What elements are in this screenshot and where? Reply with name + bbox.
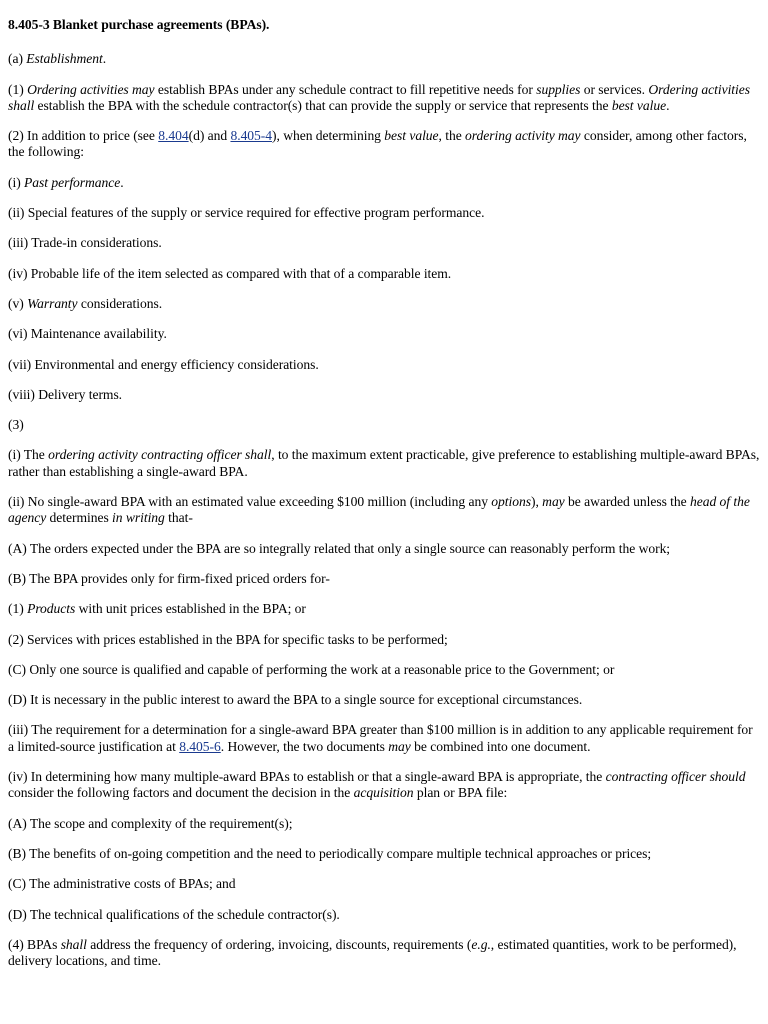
paragraph-text: be combined into one document. xyxy=(410,738,591,754)
paragraph-text: (viii) Delivery terms. xyxy=(8,386,123,402)
defined-term: Products xyxy=(27,601,76,617)
paragraph-text: considerations. xyxy=(77,295,163,311)
paragraph-text: (2) In addition to price (see xyxy=(8,128,159,144)
paragraph xyxy=(8,692,760,708)
paragraph xyxy=(8,296,760,312)
defined-term: may xyxy=(388,738,411,754)
paragraph-text: (2) Services with prices established in the BPA for specific tasks to be performed; xyxy=(8,631,448,647)
paragraph-text: (ii) No single-award BPA with an estimated value exceeding $100 million (including any xyxy=(8,494,492,510)
defined-term: Ordering activities may xyxy=(27,81,155,97)
paragraph xyxy=(8,632,760,648)
paragraph-text: (C) Only one source is qualified and capable of performing the work at a reasonable price to the Government; or xyxy=(8,661,615,677)
defined-term: Establishment xyxy=(26,51,103,67)
paragraph xyxy=(8,846,760,862)
paragraph xyxy=(8,571,760,587)
paragraph-text: , the xyxy=(438,128,466,144)
paragraph-text: (3) xyxy=(8,417,24,433)
defined-term: may xyxy=(542,494,565,510)
paragraph-text: . xyxy=(666,97,670,113)
paragraph-text: (D) It is necessary in the public interest to award the BPA to a single source for exceptional circumstances. xyxy=(8,692,583,708)
paragraph-text: , to the maximum extent practicable, give preference to establishing multiple-award BPAs, rather than establishing a single-award BPA. xyxy=(8,447,760,479)
paragraph xyxy=(8,266,760,282)
defined-term: supplies xyxy=(536,81,581,97)
paragraph-text: (d) and xyxy=(188,128,231,144)
paragraph xyxy=(8,205,760,221)
paragraph-text: be awarded unless the xyxy=(564,494,690,510)
paragraph xyxy=(8,494,760,527)
section-title: 8.405-3 Blanket purchase agreements (BPAs). xyxy=(8,17,270,32)
paragraph-text: (1) xyxy=(8,81,28,97)
paragraph-text: (iii) The requirement for a determination for a single-award BPA greater than $100 million is in addition to any applicable requirement for a limited-source justification at xyxy=(8,722,753,754)
document-body xyxy=(8,51,760,969)
paragraph xyxy=(8,601,760,617)
paragraph-text: (D) The technical qualifications of the schedule contractor(s). xyxy=(8,906,340,922)
paragraph-text: (iv) In determining how many multiple-award BPAs to establish or that a single-award BPA is appropriate, the xyxy=(8,769,606,785)
paragraph-text: (iii) Trade-in considerations. xyxy=(8,235,162,251)
paragraph-text: (i) The xyxy=(8,447,49,463)
paragraph-text: (1) xyxy=(8,601,28,617)
defined-term: e.g. xyxy=(471,936,491,952)
paragraph xyxy=(8,235,760,251)
paragraph-text: establish BPAs under any schedule contract to fill repetitive needs for xyxy=(154,81,537,97)
paragraph-text: ), when determining xyxy=(272,128,385,144)
paragraph-text: or services. xyxy=(580,81,649,97)
defined-term: contracting officer should xyxy=(605,769,746,785)
defined-term: Warranty xyxy=(27,295,78,311)
paragraph-text: determines xyxy=(46,510,113,526)
paragraph-text: (C) The administrative costs of BPAs; and xyxy=(8,876,236,892)
paragraph-text: consider, among other factors, the following: xyxy=(8,128,747,160)
paragraph xyxy=(8,907,760,923)
paragraph-text: (vii) Environmental and energy efficiency considerations. xyxy=(8,356,319,372)
paragraph-text: address the frequency of ordering, invoicing, discounts, requirements ( xyxy=(86,936,472,952)
paragraph xyxy=(8,51,760,67)
cross-reference-link[interactable]: 8.405-6 xyxy=(179,738,221,754)
paragraph-text: consider the following factors and document the decision in the xyxy=(8,785,354,801)
defined-term: in writing xyxy=(112,510,165,526)
paragraph-text: (vi) Maintenance availability. xyxy=(8,326,167,342)
paragraph xyxy=(8,937,760,970)
defined-term: ordering activity contracting officer shall xyxy=(48,447,272,463)
paragraph xyxy=(8,175,760,191)
defined-term: best value xyxy=(611,97,667,113)
paragraph-text: plan or BPA file: xyxy=(413,785,508,801)
paragraph xyxy=(8,326,760,342)
paragraph xyxy=(8,541,760,557)
paragraph-text: (B) The BPA provides only for firm-fixed priced orders for- xyxy=(8,570,330,586)
paragraph-text: (A) The scope and complexity of the requirement(s); xyxy=(8,815,293,831)
paragraph-text: . However, the two documents xyxy=(220,738,389,754)
paragraph-text: (iv) Probable life of the item selected as compared with that of a comparable item. xyxy=(8,265,452,281)
paragraph-text: (B) The benefits of on-going competition and the need to periodically compare multiple technical approaches or prices; xyxy=(8,845,652,861)
defined-term: options xyxy=(491,494,531,510)
defined-term: shall xyxy=(60,936,87,952)
cross-reference-link[interactable]: 8.405-4 xyxy=(230,128,273,144)
defined-term: Ordering activities shall xyxy=(8,81,750,113)
paragraph-text: (ii) Special features of the supply or service required for effective program performance. xyxy=(8,205,485,221)
defined-term: acquisition xyxy=(353,785,414,801)
paragraph-text: (i) xyxy=(8,174,25,190)
paragraph-text: (4) BPAs xyxy=(8,936,61,952)
paragraph-text: that- xyxy=(164,510,193,526)
paragraph xyxy=(8,417,760,433)
paragraph-text: . xyxy=(120,174,124,190)
paragraph-text: (a) xyxy=(8,51,27,67)
defined-term: best value xyxy=(384,128,439,144)
cross-reference-link[interactable]: 8.404 xyxy=(158,128,189,144)
paragraph xyxy=(8,387,760,403)
paragraph xyxy=(8,82,760,115)
paragraph xyxy=(8,876,760,892)
paragraph-text: (A) The orders expected under the BPA are so integrally related that only a single source can reasonably perform the work; xyxy=(8,540,671,556)
paragraph-text: . xyxy=(102,51,107,67)
paragraph xyxy=(8,662,760,678)
defined-term: head of the agency xyxy=(8,494,750,526)
paragraph xyxy=(8,816,760,832)
paragraph-text: establish the BPA with the schedule contractor(s) that can provide the supply or service that represents the xyxy=(34,97,612,113)
paragraph xyxy=(8,769,760,802)
paragraph xyxy=(8,447,760,480)
defined-term: ordering activity may xyxy=(465,128,581,144)
paragraph xyxy=(8,128,760,161)
paragraph xyxy=(8,357,760,373)
paragraph-text: ), xyxy=(530,494,543,510)
paragraph-text: with unit prices established in the BPA; or xyxy=(75,601,306,617)
paragraph xyxy=(8,722,760,755)
defined-term: Past performance xyxy=(24,174,121,190)
paragraph-text: , estimated quantities, work to be performed), delivery locations, and time. xyxy=(8,936,737,969)
paragraph-text: (v) xyxy=(8,295,28,311)
